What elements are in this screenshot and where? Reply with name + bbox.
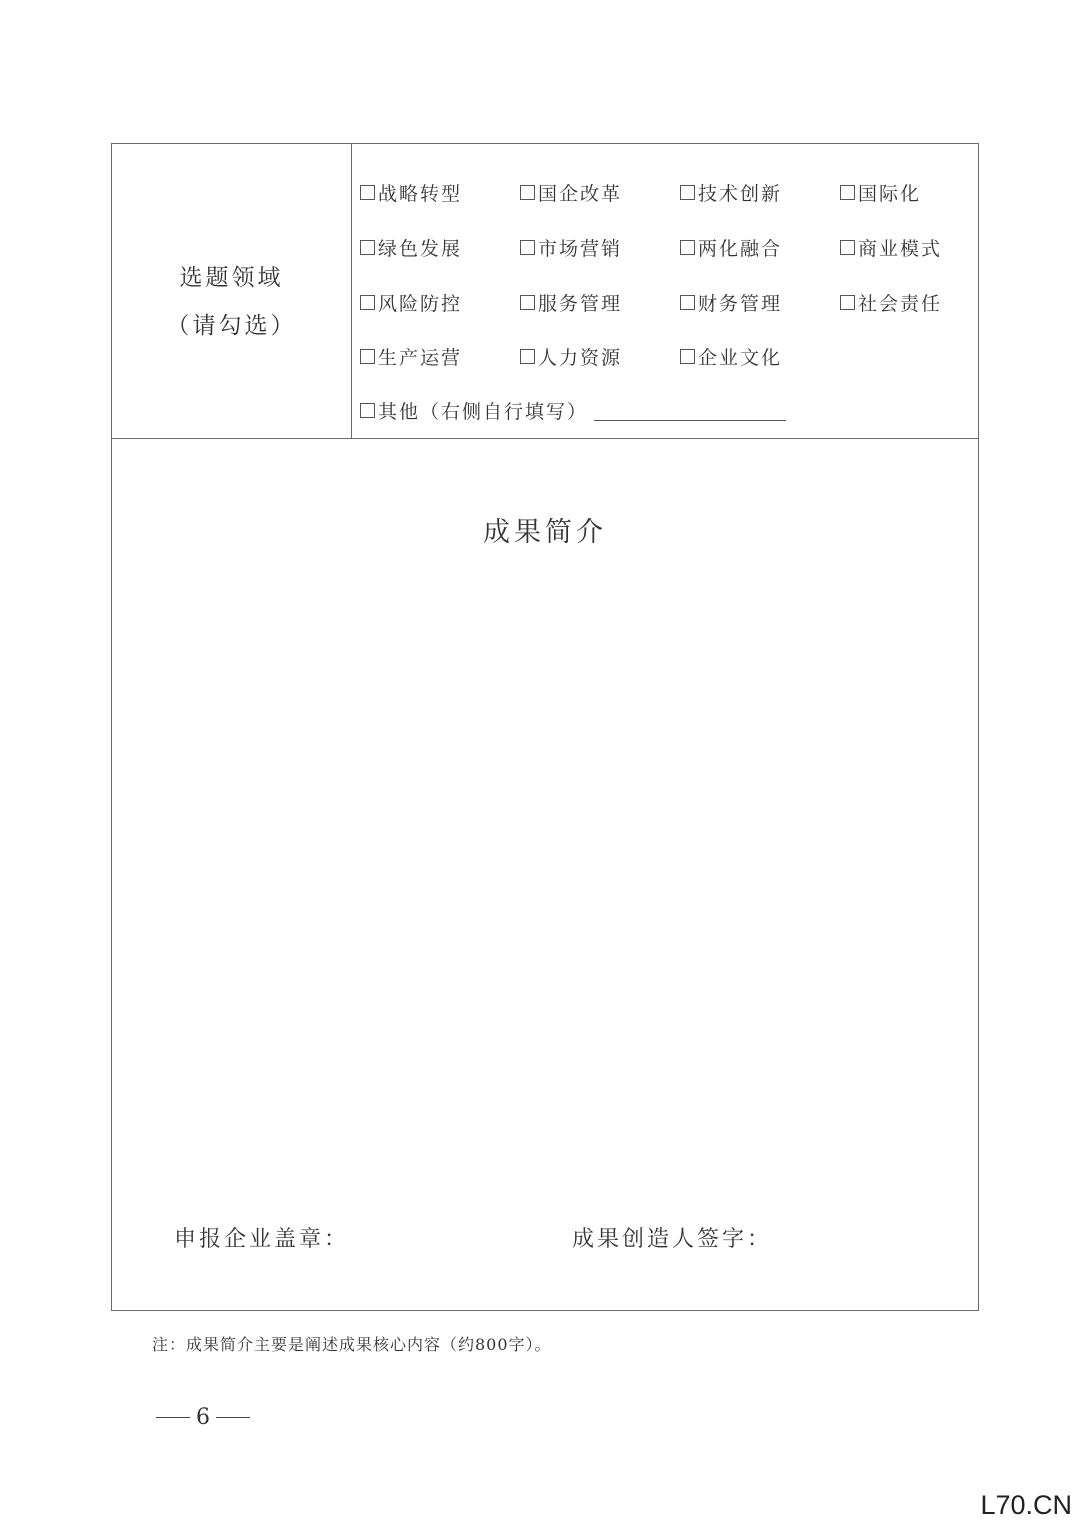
option-two-integration[interactable] [680, 234, 782, 261]
option-label: 技术创新 [698, 183, 783, 205]
checkbox-icon[interactable] [680, 295, 695, 310]
option-label: 战略转型 [378, 183, 463, 205]
option-label: 国企改革 [538, 183, 623, 205]
option-label: 服务管理 [538, 293, 623, 315]
option-label: 市场营销 [538, 238, 623, 260]
option-label: 社会责任 [858, 293, 943, 315]
checkbox-icon[interactable] [840, 295, 855, 310]
option-risk-control[interactable] [360, 289, 462, 316]
checkbox-icon[interactable] [520, 295, 535, 310]
option-label: 人力资源 [538, 347, 623, 369]
page-number [150, 1405, 256, 1430]
summary-title: 成果简介 [483, 517, 607, 548]
creator-signature-label: 成果创造人签字： [572, 1227, 773, 1252]
footnote: 注：成果简介主要是阐述成果核心内容（约800字）。 [152, 1335, 552, 1354]
checkbox-icon[interactable] [680, 240, 695, 255]
option-social-responsibility[interactable] [840, 289, 942, 316]
checkbox-icon[interactable] [680, 185, 695, 200]
option-other[interactable] [360, 397, 786, 424]
option-label: 两化融合 [698, 238, 783, 260]
option-corporate-culture[interactable] [680, 343, 782, 370]
topic-row [112, 144, 978, 439]
checkbox-icon[interactable] [680, 349, 695, 364]
checkbox-icon[interactable] [520, 185, 535, 200]
checkbox-icon[interactable] [840, 240, 855, 255]
checkbox-icon[interactable] [360, 240, 375, 255]
checkbox-icon[interactable] [520, 240, 535, 255]
application-form-table [111, 143, 979, 1311]
option-other-label: 其他（右侧自行填写） [378, 401, 589, 423]
option-production-operations[interactable] [360, 343, 462, 370]
topic-label-cell [112, 144, 352, 438]
option-label: 财务管理 [698, 293, 783, 315]
checkbox-icon[interactable] [360, 185, 375, 200]
option-business-model[interactable] [840, 234, 942, 261]
option-soe-reform[interactable] [520, 179, 622, 206]
topic-label-title: 选题领域 [179, 265, 284, 291]
option-label: 绿色发展 [378, 238, 463, 260]
page-number-value: 6 [196, 1405, 210, 1430]
topic-label-subtitle: （请勾选） [166, 313, 297, 339]
option-label: 生产运营 [378, 347, 463, 369]
checkbox-icon[interactable] [360, 349, 375, 364]
option-label: 国际化 [858, 183, 922, 205]
checkbox-icon[interactable] [360, 295, 375, 310]
option-label: 风险防控 [378, 293, 463, 315]
option-strategy-transformation[interactable] [360, 179, 462, 206]
option-green-development[interactable] [360, 234, 462, 261]
option-financial-management[interactable] [680, 289, 782, 316]
dash-icon [156, 1417, 190, 1418]
site-watermark: L70.CN [980, 1490, 1072, 1520]
checkbox-icon[interactable] [840, 185, 855, 200]
checkbox-icon[interactable] [360, 403, 375, 418]
topic-options-cell [352, 144, 978, 438]
option-label: 商业模式 [858, 238, 943, 260]
dash-icon [216, 1417, 250, 1418]
option-marketing[interactable] [520, 234, 622, 261]
option-service-management[interactable] [520, 289, 622, 316]
company-seal-label: 申报企业盖章： [174, 1227, 350, 1252]
checkbox-icon[interactable] [520, 349, 535, 364]
option-tech-innovation[interactable] [680, 179, 782, 206]
other-fill-in-field[interactable] [594, 400, 786, 421]
option-internationalization[interactable] [840, 179, 921, 206]
option-label: 企业文化 [698, 347, 783, 369]
option-human-resources[interactable] [520, 343, 622, 370]
